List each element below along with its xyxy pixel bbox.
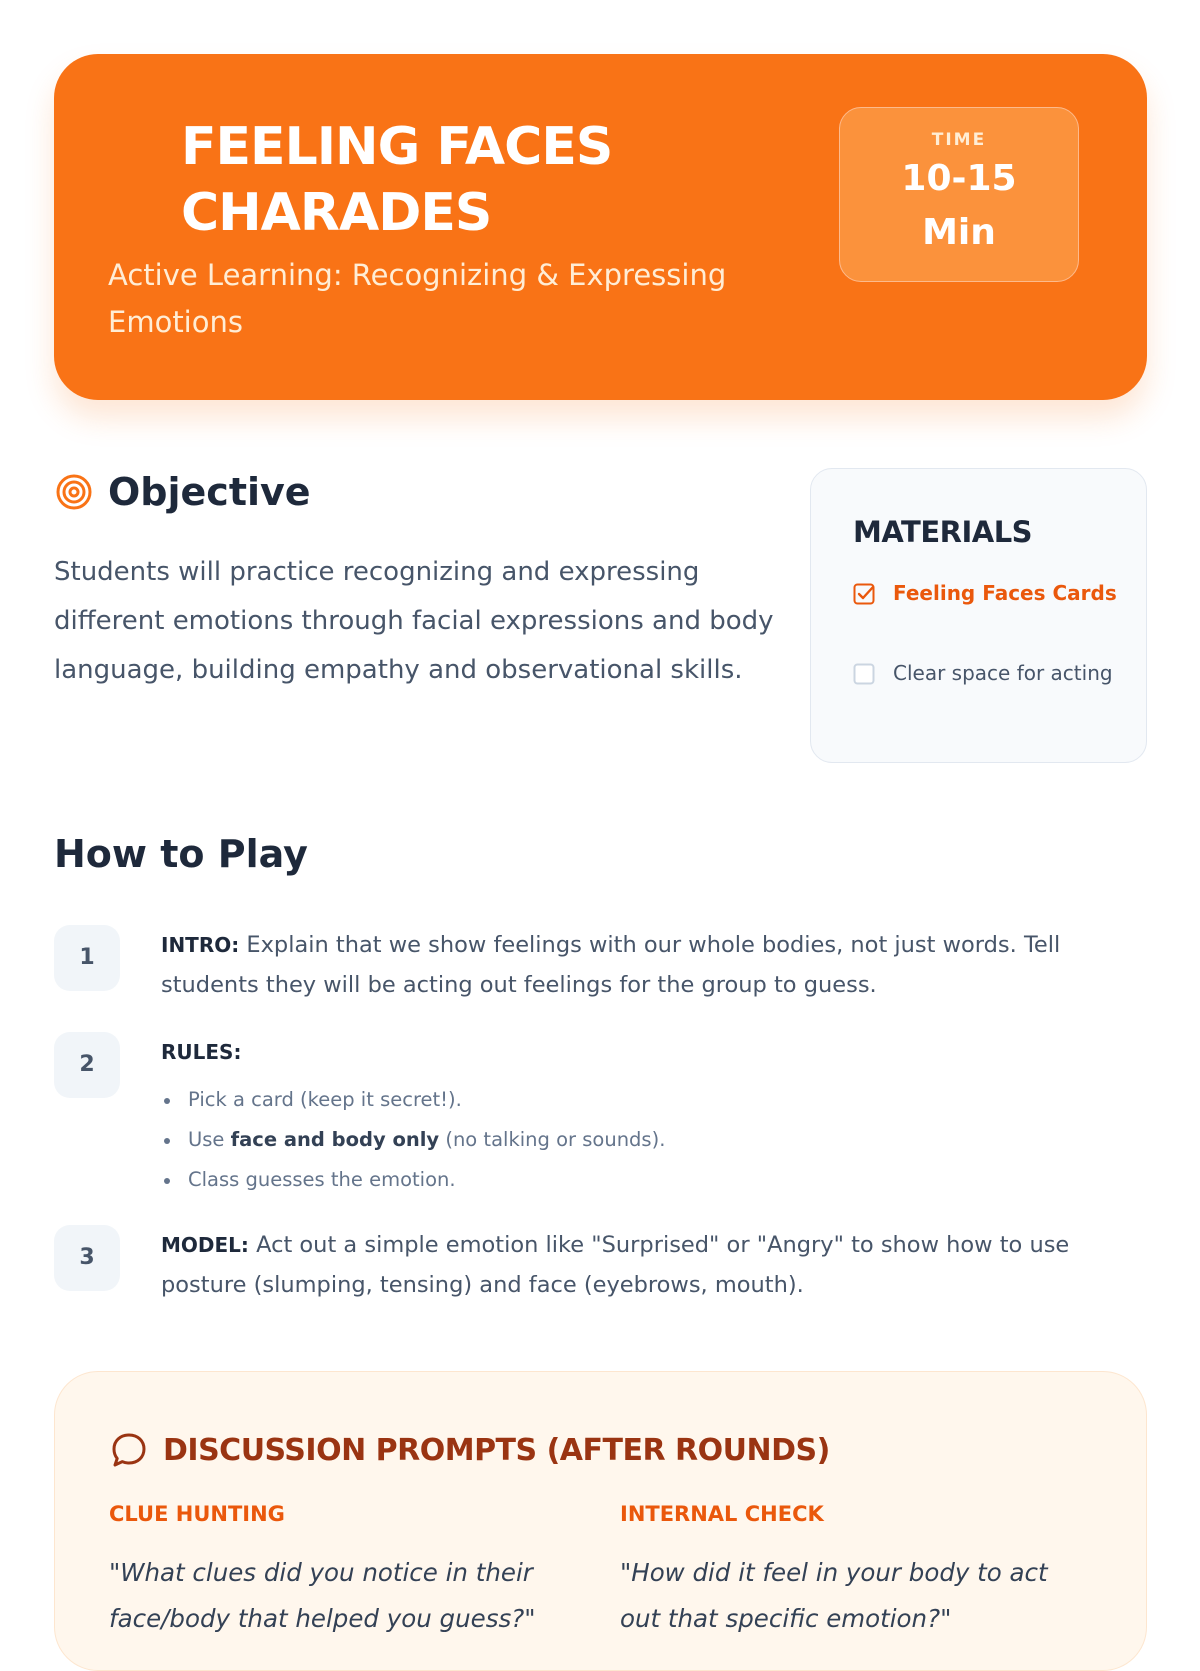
step-number: 3 [54,1225,120,1291]
discussion-panel [54,1371,1147,1671]
step-number: 1 [54,925,120,991]
step-text [161,925,1161,1005]
step-label: INTRO: [161,933,240,957]
list-item: Pick a card (keep it secret!). [161,1080,1161,1120]
prompt-label: INTERNAL CHECK [620,1502,824,1526]
prompt-quote: "What clues did you notice in their face/body that helped you guess?" [109,1558,536,1633]
material-item-cards[interactable] [853,577,1123,610]
material-label: Clear space for acting [893,661,1113,685]
discussion-title: DISCUSSION PROMPTS (AFTER ROUNDS) [163,1432,830,1468]
materials-title: MATERIALS [853,515,1033,549]
target-icon [54,472,94,512]
time-unit: Min [922,212,996,253]
material-item-space[interactable] [853,657,1123,690]
list-item: Class guesses the emotion. [161,1160,1161,1200]
time-value: 10-15 [901,158,1017,199]
step-label: RULES: [161,1040,242,1064]
prompt-label: CLUE HUNTING [109,1502,285,1526]
time-badge [839,107,1079,282]
how-to-play-title: How to Play [54,832,308,876]
time-label: TIME [931,130,987,150]
step-label: MODEL: [161,1233,249,1257]
rules-list [161,1080,1161,1200]
step-number: 2 [54,1032,120,1098]
page-subtitle: Active Learning: Recognizing & Expressing Emotions [108,258,727,339]
step-text [161,1225,1161,1305]
step-description: Act out a simple emotion like "Surprised" or "Angry" to show how to use posture (slumping, tensing) and face (eyebrows, mouth). [161,1232,1070,1298]
objective-heading [54,470,311,514]
step-description: Explain that we show feelings with our whole bodies, not just words. Tell students they will be acting out feelings for the group to guess. [161,932,1061,998]
page-title: FEELING FACES CHARADES [181,117,613,243]
prompt-quote: "How did it feel in your body to act out that specific emotion?" [620,1558,1048,1633]
material-label: Feeling Faces Cards [893,581,1117,605]
unchecked-box-icon[interactable] [853,663,875,685]
objective-title: Objective [108,470,311,514]
materials-panel [810,468,1147,763]
discussion-heading [109,1430,830,1470]
prompt-column-clue [109,1502,579,1642]
speech-bubble-icon [109,1430,149,1470]
objective-text: Students will practice recognizing and expressing different emotions through facial expressions and body language, building empathy and observational skills. [54,557,774,685]
step-text [161,1032,1161,1200]
prompt-column-internal [620,1502,1090,1642]
list-item: Use face and body only (no talking or sounds). [161,1120,1161,1160]
header-banner [54,54,1147,400]
checked-box-icon[interactable] [853,583,875,605]
